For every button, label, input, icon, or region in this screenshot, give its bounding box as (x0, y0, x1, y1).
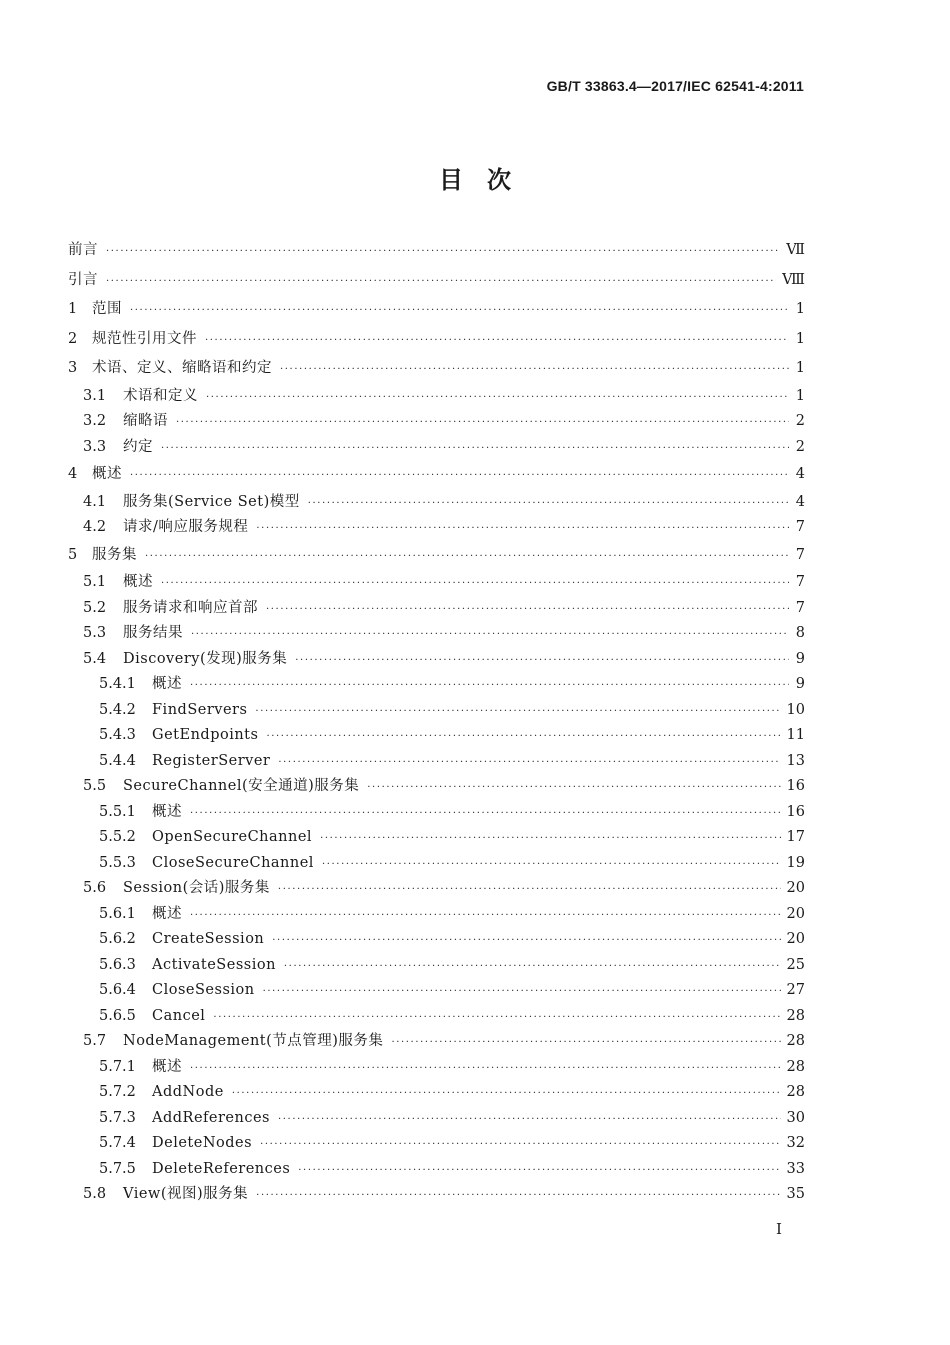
toc-entry-number: 5.7.5 (99, 1160, 136, 1177)
toc-entry-number: 5.4.1 (99, 676, 136, 692)
toc-entry-page: 33 (786, 1160, 805, 1177)
toc-entry[interactable] (68, 384, 805, 410)
toc-dot-leader (391, 1030, 780, 1056)
toc-dot-leader (145, 542, 789, 572)
toc-dot-leader (190, 673, 789, 699)
toc-entry[interactable] (68, 749, 805, 775)
toc-entry-page: 1 (795, 301, 805, 317)
toc-entry-page: 9 (795, 676, 805, 692)
toc-entry-page: Ⅶ (786, 242, 805, 258)
toc-entry-title: View(视图)服务集 (123, 1186, 249, 1202)
toc-entry-number: 5.7.3 (99, 1109, 136, 1126)
toc-entry-number: 5.6.3 (99, 956, 136, 973)
toc-entry-number: 5.7.4 (99, 1135, 136, 1151)
toc-entry-page: 28 (786, 1084, 805, 1100)
toc-entry-title: 术语、定义、缩略语和约定 (92, 360, 272, 376)
toc-entry[interactable] (68, 1029, 805, 1055)
toc-entry[interactable] (68, 596, 805, 622)
toc-dot-leader (266, 724, 780, 750)
page-number: I (776, 1220, 782, 1238)
toc-entry[interactable] (68, 647, 805, 673)
toc-entry-page: 9 (795, 650, 805, 667)
toc-entry-title: 引言 (68, 271, 98, 288)
toc-entry-page: 17 (786, 829, 805, 845)
toc-entry-title: 概述 (152, 803, 182, 820)
toc-entry-page: 16 (786, 778, 805, 794)
toc-entry-number: 3.1 (83, 387, 107, 404)
toc-entry-number: 5.6.4 (99, 982, 136, 998)
toc-entry[interactable] (68, 927, 805, 953)
toc-entry-page: 1 (795, 360, 805, 376)
toc-dot-leader (256, 516, 789, 542)
toc-entry-title: 概述 (152, 1058, 182, 1075)
toc-entry-title: OpenSecureChannel (152, 829, 313, 845)
toc-entry[interactable] (68, 325, 805, 355)
toc-entry-title: 概述 (152, 905, 182, 922)
toc-entry[interactable] (68, 876, 805, 902)
toc-dot-leader (266, 597, 789, 623)
toc-entry-number: 5.7.1 (99, 1058, 136, 1075)
toc-dot-leader (106, 267, 776, 297)
toc-entry[interactable] (68, 295, 805, 325)
toc-entry-number: 5.8 (83, 1186, 107, 1202)
toc-entry-page: Ⅷ (782, 271, 805, 288)
toc-dot-leader (278, 750, 780, 776)
toc-entry[interactable] (68, 236, 805, 266)
toc-entry-number: 5.7 (83, 1033, 107, 1049)
toc-dot-leader (295, 648, 789, 674)
toc-entry[interactable] (68, 460, 805, 490)
toc-dot-leader (278, 877, 781, 903)
toc-entry-title: NodeManagement(节点管理)服务集 (123, 1033, 384, 1049)
toc-entry-page: 13 (786, 752, 805, 769)
toc-entry[interactable] (68, 1004, 805, 1030)
toc-entry[interactable] (68, 1131, 805, 1157)
toc-entry-page: 1 (795, 387, 805, 404)
toc-entry-number: 5.6.5 (99, 1007, 136, 1024)
toc-entry[interactable] (68, 266, 805, 296)
toc-dot-leader (130, 461, 789, 491)
toc-entry[interactable] (68, 1055, 805, 1081)
toc-entry-number: 4.1 (83, 493, 107, 510)
toc-dot-leader (322, 852, 781, 878)
toc-entry-title: SecureChannel(安全通道)服务集 (123, 778, 360, 794)
toc-entry[interactable] (68, 490, 805, 516)
toc-dot-leader (272, 928, 780, 954)
toc-entry[interactable] (68, 825, 805, 851)
toc-entry[interactable] (68, 570, 805, 596)
toc-entry-title: AddReferences (152, 1109, 270, 1126)
toc-dot-leader (190, 801, 781, 827)
toc-entry[interactable] (68, 1106, 805, 1132)
toc-entry-page: 16 (786, 803, 805, 820)
toc-entry-number: 3.2 (83, 413, 107, 429)
table-of-contents (68, 236, 805, 1208)
toc-entry-number: 5.4.3 (99, 727, 136, 743)
toc-entry[interactable] (68, 409, 805, 435)
toc-entry-title: 服务集(Service Set)模型 (123, 493, 300, 510)
toc-entry-title: 概述 (92, 466, 122, 482)
toc-entry-number: 5.6.1 (99, 905, 136, 922)
toc-entry-number: 5.4.2 (99, 701, 136, 718)
toc-dot-leader (206, 385, 789, 411)
toc-entry[interactable] (68, 621, 805, 647)
toc-entry-title: CreateSession (152, 931, 265, 947)
toc-entry-page: 35 (786, 1186, 805, 1202)
toc-entry-number: 5.4.4 (99, 752, 136, 769)
toc-entry-page: 20 (786, 880, 805, 896)
toc-entry-title: RegisterServer (152, 752, 271, 769)
toc-entry-number: 5.6 (83, 880, 107, 896)
toc-entry-title: 术语和定义 (123, 387, 198, 404)
toc-entry-page: 4 (795, 466, 805, 482)
toc-entry-number: 2 (68, 330, 78, 347)
toc-entry[interactable] (68, 851, 805, 877)
toc-dot-leader (161, 436, 789, 462)
toc-entry-number: 3 (68, 360, 78, 376)
toc-dot-leader (298, 1158, 780, 1184)
toc-entry-page: 20 (786, 931, 805, 947)
toc-entry-number: 4 (68, 466, 78, 482)
toc-entry-page: 10 (786, 701, 805, 718)
toc-entry-number: 1 (68, 301, 78, 317)
toc-dot-leader (213, 1005, 780, 1031)
toc-entry-number: 5.3 (83, 625, 107, 641)
toc-entry[interactable] (68, 774, 805, 800)
toc-entry-title: 范围 (92, 301, 122, 317)
toc-dot-leader (367, 775, 780, 801)
toc-entry-title: CloseSecureChannel (152, 854, 314, 871)
toc-entry[interactable] (68, 435, 805, 461)
toc-dot-leader (106, 237, 780, 267)
toc-entry[interactable] (68, 978, 805, 1004)
toc-entry[interactable] (68, 723, 805, 749)
toc-entry-number: 5.2 (83, 599, 107, 616)
toc-entry-title: Session(会话)服务集 (123, 880, 270, 896)
toc-dot-leader (278, 1107, 781, 1133)
toc-dot-leader (191, 622, 789, 648)
toc-dot-leader (205, 326, 789, 356)
toc-entry[interactable] (68, 953, 805, 979)
toc-entry-page: 32 (786, 1135, 805, 1151)
toc-entry[interactable] (68, 354, 805, 384)
toc-entry-page: 11 (786, 727, 805, 743)
toc-entry[interactable] (68, 698, 805, 724)
toc-entry-number: 5.5 (83, 778, 107, 794)
toc-entry-number: 5.5.1 (99, 803, 136, 820)
toc-entry-title: 服务请求和响应首部 (123, 599, 258, 616)
toc-entry-page: 4 (795, 493, 805, 510)
toc-entry-title: 规范性引用文件 (92, 330, 197, 347)
toc-entry[interactable] (68, 515, 805, 541)
toc-entry-page: 19 (786, 854, 805, 871)
toc-entry-title: 服务集 (92, 546, 137, 563)
toc-entry-number: 4.2 (83, 519, 107, 535)
standard-number-header: GB/T 33863.4—2017/IEC 62541-4:2011 (546, 78, 804, 94)
toc-entry-number: 3.3 (83, 438, 107, 455)
toc-entry-page: 1 (795, 330, 805, 347)
toc-entry-page: 7 (795, 519, 805, 535)
toc-entry-title: CloseSession (152, 982, 255, 998)
toc-entry-page: 28 (786, 1058, 805, 1075)
toc-dot-leader (232, 1081, 781, 1107)
toc-entry-page: 28 (786, 1033, 805, 1049)
toc-entry-page: 7 (795, 546, 805, 563)
toc-entry-title: 请求/响应服务规程 (123, 519, 249, 535)
toc-entry-number: 5.6.2 (99, 931, 136, 947)
toc-entry[interactable] (68, 902, 805, 928)
toc-entry-page: 7 (795, 574, 805, 590)
toc-entry[interactable] (68, 541, 805, 571)
toc-dot-leader (260, 1132, 780, 1158)
toc-dot-leader (320, 826, 780, 852)
toc-dot-leader (256, 1183, 780, 1209)
toc-dot-leader (280, 355, 789, 385)
toc-dot-leader (284, 954, 781, 980)
toc-entry-title: AddNode (152, 1084, 224, 1100)
toc-entry-title: 概述 (152, 676, 182, 692)
toc-entry-number: 5.5.3 (99, 854, 136, 871)
toc-entry-number: 5 (68, 546, 78, 563)
toc-entry-page: 27 (786, 982, 805, 998)
toc-entry-page: 8 (795, 625, 805, 641)
toc-dot-leader (130, 296, 789, 326)
toc-dot-leader (190, 1056, 781, 1082)
toc-entry[interactable] (68, 800, 805, 826)
toc-entry-title: GetEndpoints (152, 727, 259, 743)
toc-entry-page: 2 (795, 413, 805, 429)
toc-entry-title: 前言 (68, 242, 98, 258)
toc-entry-page: 2 (795, 438, 805, 455)
toc-dot-leader (255, 699, 780, 725)
toc-entry-title: Discovery(发现)服务集 (123, 650, 288, 667)
toc-entry-number: 5.4 (83, 650, 107, 667)
toc-entry-title: Cancel (152, 1007, 206, 1024)
toc-entry-title: FindServers (152, 701, 248, 718)
toc-entry-number: 5.1 (83, 574, 107, 590)
toc-entry-page: 30 (786, 1109, 805, 1126)
toc-entry-title: 约定 (123, 438, 153, 455)
toc-dot-leader (308, 491, 789, 517)
toc-entry-title: 缩略语 (123, 413, 168, 429)
toc-entry[interactable] (68, 1080, 805, 1106)
toc-entry[interactable] (68, 672, 805, 698)
toc-dot-leader (161, 571, 789, 597)
toc-entry-title: ActivateSession (152, 956, 276, 973)
page-title: 目 次 (439, 166, 511, 194)
toc-entry-number: 5.5.2 (99, 829, 136, 845)
toc-entry[interactable] (68, 1157, 805, 1183)
toc-entry-title: 概述 (123, 574, 153, 590)
toc-entry-number: 5.7.2 (99, 1084, 136, 1100)
toc-entry-title: 服务结果 (123, 625, 183, 641)
toc-dot-leader (263, 979, 781, 1005)
toc-entry-title: DeleteNodes (152, 1135, 253, 1151)
toc-entry-page: 28 (786, 1007, 805, 1024)
toc-dot-leader (176, 410, 789, 436)
toc-entry-page: 20 (786, 905, 805, 922)
toc-entry-page: 7 (795, 599, 805, 616)
toc-entry[interactable] (68, 1182, 805, 1208)
toc-dot-leader (190, 903, 781, 929)
toc-entry-page: 25 (786, 956, 805, 973)
toc-entry-title: DeleteReferences (152, 1160, 291, 1177)
